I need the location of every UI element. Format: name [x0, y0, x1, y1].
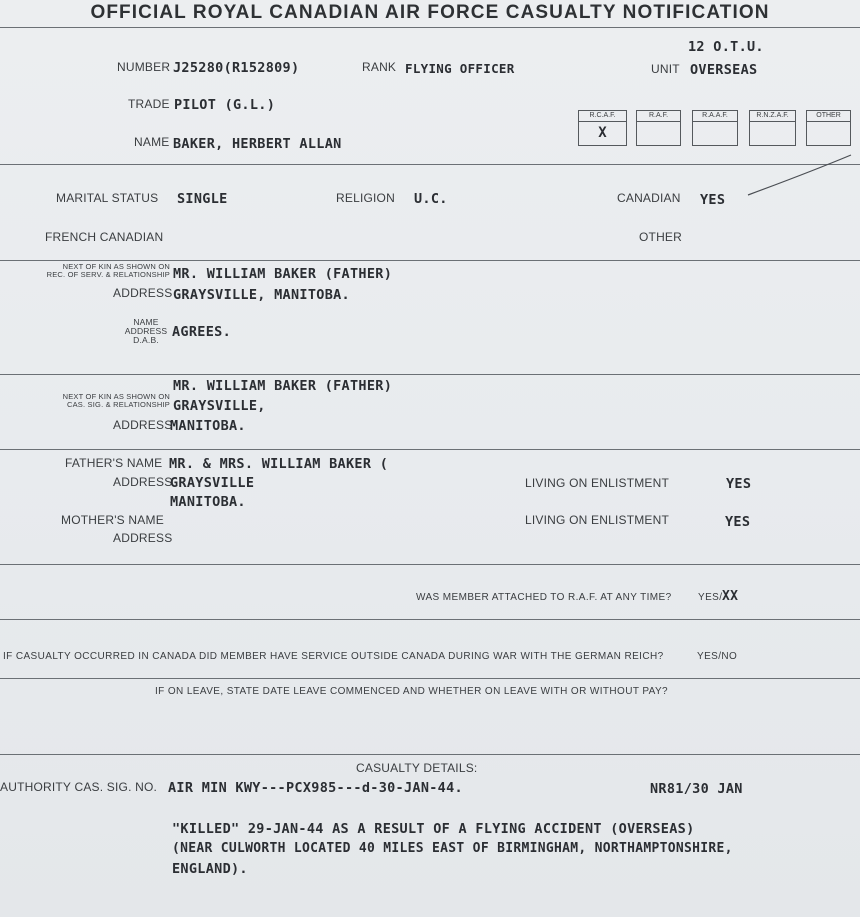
divider [0, 449, 860, 450]
form-title: OFFICIAL ROYAL CANADIAN AIR FORCE CASUALTY NOTIFICATION [90, 2, 770, 23]
service-box-other: OTHER [806, 110, 851, 146]
unit-value-line1: 12 O.T.U. [688, 39, 764, 55]
raf-question: WAS MEMBER ATTACHED TO R.A.F. AT ANY TIME? [416, 592, 672, 603]
number-label: NUMBER [117, 60, 171, 74]
details-line2: (NEAR CULWORTH LOCATED 40 MILES EAST OF BIRMINGHAM, NORTHAMPTONSHIRE, [172, 841, 733, 856]
mother-living-value: YES [725, 514, 751, 530]
divider [0, 564, 860, 565]
unit-label: UNIT [651, 62, 680, 76]
canada-options: YES/NO [697, 651, 738, 662]
service-box-raaf: R.A.A.F. [692, 110, 738, 146]
authority-label: AUTHORITY CAS. SIG. NO. [0, 780, 158, 794]
service-box-raf: R.A.F. [636, 110, 681, 146]
nok-service-address-label: ADDRESS [113, 286, 173, 300]
religion-label: RELIGION [336, 191, 395, 205]
leave-question: IF ON LEAVE, STATE DATE LEAVE COMMENCED AND WHETHER ON LEAVE WITH OR WITHOUT PAY? [155, 686, 669, 697]
nok-cas-line2: GRAYSVILLE, [173, 398, 266, 414]
french-canadian-label: FRENCH CANADIAN [45, 230, 164, 244]
divider [0, 754, 860, 755]
nok-cas-value: MR. WILLIAM BAKER (FATHER) [173, 378, 393, 394]
service-box-rnzaf: R.N.Z.A.F. [749, 110, 796, 146]
marital-status-label: MARITAL STATUS [56, 191, 159, 205]
father-address-line1: GRAYSVILLE [170, 475, 255, 491]
service-box-rcaf: R.C.A.F. X [578, 110, 627, 146]
details-line1: "KILLED" 29-JAN-44 AS A RESULT OF A FLYING ACCIDENT (OVERSEAS) [172, 821, 695, 837]
divider [0, 678, 860, 679]
divider [0, 619, 860, 620]
nok-service-value: MR. WILLIAM BAKER (FATHER) [173, 266, 393, 282]
father-address-label: ADDRESS [113, 475, 173, 489]
pen-tick-mark [745, 150, 855, 200]
reference-value: NR81/30 JAN [650, 781, 743, 797]
number-value: J25280(R152809) [173, 60, 300, 76]
divider [0, 27, 860, 28]
rank-label: RANK [362, 60, 397, 74]
divider [0, 164, 860, 165]
rank-value: FLYING OFFICER [405, 61, 515, 76]
mother-name-label: MOTHER'S NAME [61, 513, 164, 527]
mother-living-label: LIVING ON ENLISTMENT [525, 513, 670, 527]
service-box-mark: X [598, 125, 607, 141]
name-label: NAME [134, 135, 170, 149]
raf-yes: YES/ [698, 592, 723, 603]
unit-value-line2: OVERSEAS [690, 62, 758, 78]
father-living-label: LIVING ON ENLISTMENT [525, 476, 670, 490]
canadian-label: CANADIAN [617, 191, 681, 205]
name-value: BAKER, HERBERT ALLAN [173, 136, 342, 152]
dab-value: AGREES. [172, 324, 231, 340]
marital-status-value: SINGLE [177, 191, 228, 207]
trade-label: TRADE [128, 97, 170, 111]
nok-cas-address-value: MANITOBA. [170, 418, 246, 434]
authority-value: AIR MIN KWY---PCX985---d-30-JAN-44. [168, 780, 463, 796]
trade-value: PILOT (G.L.) [174, 97, 276, 113]
details-line3: ENGLAND). [172, 861, 248, 877]
mother-address-label: ADDRESS [113, 531, 173, 545]
nok-cas-label: NEXT OF KIN AS SHOWN ON CAS. SIG. & RELATIONSHIP [62, 392, 170, 409]
father-address-line2: MANITOBA. [170, 494, 246, 510]
nok-service-label: NEXT OF KIN AS SHOWN ON REC. OF SERV. & RELATIONSHIP [46, 262, 170, 279]
casualty-heading: CASUALTY DETAILS: [356, 761, 478, 775]
nok-service-address-value: GRAYSVILLE, MANITOBA. [173, 287, 350, 303]
father-name-label: FATHER'S NAME [65, 456, 163, 470]
nok-cas-address-label: ADDRESS [113, 418, 173, 432]
father-living-value: YES [726, 476, 752, 492]
father-name-value: MR. & MRS. WILLIAM BAKER ( [169, 456, 389, 472]
other-label: OTHER [639, 230, 682, 244]
religion-value: U.C. [414, 191, 448, 207]
divider [0, 260, 860, 261]
raf-no-struck: XX [722, 589, 739, 604]
canadian-value: YES [700, 192, 726, 208]
dab-label: NAME ADDRESS D.A.B. [124, 317, 168, 345]
divider [0, 374, 860, 375]
canada-question: IF CASUALTY OCCURRED IN CANADA DID MEMBER HAVE SERVICE OUTSIDE CANADA DURING WAR WITH THE GERMAN REICH? [3, 651, 664, 662]
